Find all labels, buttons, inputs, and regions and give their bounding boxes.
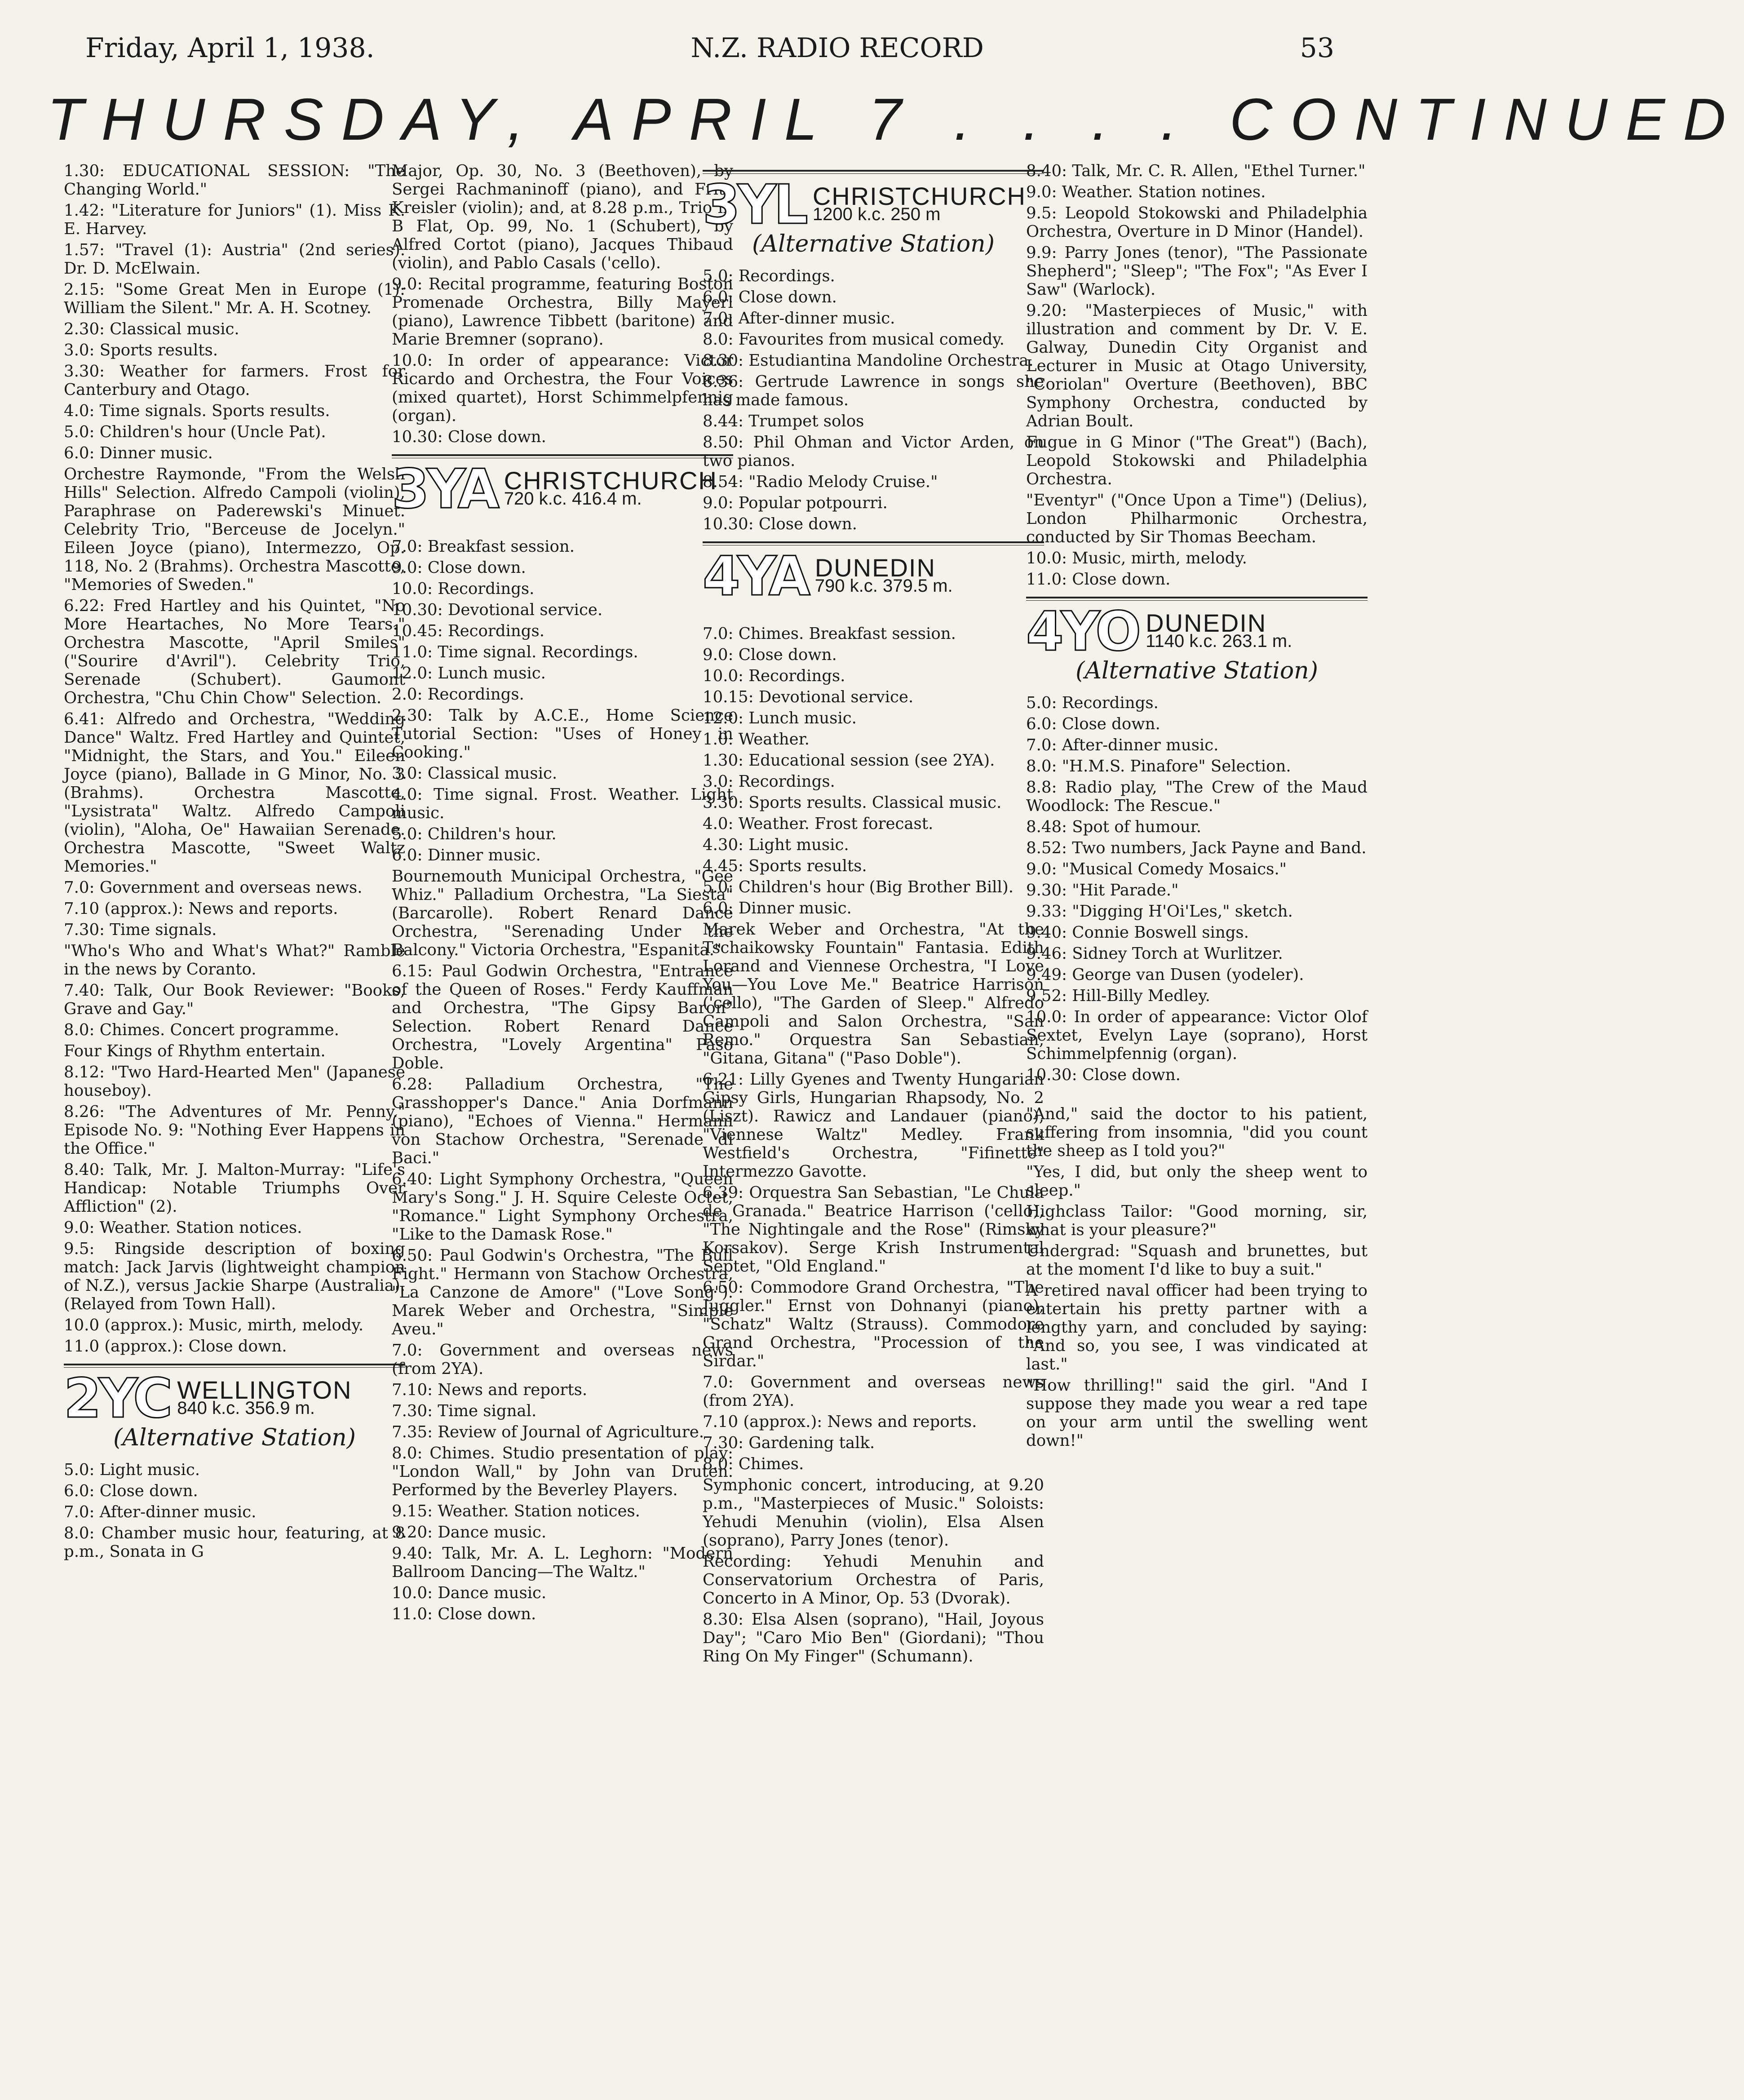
listing-item: "How thrilling!" said the girl. "And I suppose they made you wear a red tape on your arm until the swelling went down!" [1026, 1376, 1368, 1450]
listing-item: 10.0: In order of appearance: Victor Ricardo and Orchestra, the Four Voices (mixed quartet), Horst Schimmelpfennig (organ). [392, 351, 733, 425]
listing-item: 8.36: Gertrude Lawrence in songs she has made famous. [703, 372, 1044, 409]
listing-item: 12.0: Lunch music. [392, 664, 546, 682]
listing-item: 2.30: Talk by A.C.E., Home Science Tutorial Section: "Uses of Honey in Cooking." [392, 706, 733, 762]
listing-item: 7.30: Time signals. [64, 921, 217, 939]
listing-item: 4.0: Time signal. Frost. Weather. Light music. [392, 785, 733, 822]
station-header-3yl [703, 174, 1044, 236]
col1-listings [64, 162, 405, 1356]
listing-item: 9.0: Popular potpourri. [703, 494, 888, 512]
listing-item: 6.50: Paul Godwin's Orchestra, "The Bull Fight." Hermann von Stachow Orchestra, "La Canzone de Amore" ("Love Song"). Marek Weber and Orchestra, "Simple Aveu." [392, 1246, 733, 1338]
listing-item: 8.8: Radio play, "The Crew of the Maud Woodlock: The Rescue." [1026, 778, 1368, 815]
listing-item: 9.9: Parry Jones (tenor), "The Passionate Shepherd"; "Sleep"; "The Fox"; "As Ever I Saw" (Warlock). [1026, 244, 1368, 299]
listing-item: 5.0: Children's hour (Big Brother Bill). [703, 878, 1014, 896]
listing-item: 9.0: Weather. Station notices. [64, 1218, 302, 1237]
listing-item: 9.20: "Masterpieces of Music," with illustration and comment by Dr. V. E. Galway, Dunedin City Organist and Lecturer in Music at Otago University, "Coriolan" Overture (Beethoven), BBC Symphony Orchestra, conducted by Adrian Boult. [1026, 301, 1368, 430]
listing-item: 1.0: Weather. [703, 730, 810, 749]
listing-item: 6.41: Alfredo and Orchestra, "Wedding Dance" Waltz. Fred Hartley and Quintet, "Midnight, the Stars, and You." Eileen Joyce (piano), Ballade in G Minor, No. 3 (Brahms). Orchestra Mascotte, "Lysistrata" Waltz. Alfredo Campoli (violin), "Aloha, Oe" Hawaiian Serenade. Orchestra Mascotte, "Sweet Waltz Memories." [64, 710, 405, 876]
listing-item: 6.0: Close down. [703, 288, 837, 306]
listing-item: 7.0: Breakfast session. [392, 537, 575, 556]
listing-item: 9.33: "Digging H'Oi'Les," sketch. [1026, 902, 1293, 921]
listing-item: 6.0: Close down. [64, 1482, 198, 1500]
listing-item: 10.0: Recordings. [392, 580, 535, 598]
listing-item: 2.0: Recordings. [392, 685, 524, 704]
listing-item: A retired naval officer had been trying to entertain his pretty partner with a lengthy yarn, and concluded by saying: "And so, you see, I was vindicated at last." [1026, 1281, 1368, 1373]
listings-3yl [703, 267, 1044, 533]
divider [703, 541, 1044, 545]
listing-item: 10.45: Recordings. [392, 622, 545, 640]
listing-item: 8.0: Chimes. Studio presentation of play: "London Wall," by John van Druten. Performed by the Beverley Players. [392, 1444, 733, 1499]
listing-item: 9.40: Connie Boswell sings. [1026, 923, 1249, 942]
listing-item: 8.48: Spot of humour. [1026, 818, 1202, 836]
listing-item: 10.0: In order of appearance: Victor Olof Sextet, Evelyn Laye (soprano), Horst Schimmelpfennig (organ). [1026, 1008, 1368, 1063]
listing-item: 10.0: Recordings. [703, 667, 845, 685]
listing-item: 4.0: Time signals. Sports results. [64, 402, 330, 420]
listing-item: 8.40: Talk, Mr. C. R. Allen, "Ethel Turner." [1026, 162, 1366, 180]
listing-item: 8.52: Two numbers, Jack Payne and Band. [1026, 839, 1367, 857]
station-city: DUNEDIN [814, 554, 936, 582]
listing-item: 8.0: Favourites from musical comedy. [703, 330, 1005, 349]
station-header-2yc [64, 1368, 405, 1430]
listing-item: 7.0: After-dinner music. [64, 1503, 257, 1521]
station-frequency: 1200 k.c. 250 m [812, 204, 941, 224]
listing-item: 10.0 (approx.): Music, mirth, melody. [64, 1316, 364, 1334]
listing-item: 7.0: After-dinner music. [1026, 736, 1219, 754]
listing-item: 8.26: "The Adventures of Mr. Penny." Episode No. 9: "Nothing Ever Happens in the Office." [64, 1103, 405, 1158]
listing-item: 4.0: Weather. Frost forecast. [703, 815, 934, 833]
listings-4ya [703, 625, 1044, 1666]
divider [392, 454, 733, 458]
listing-item: Undergrad: "Squash and brunettes, but at the moment I'd like to buy a suit." [1026, 1242, 1368, 1279]
listing-item: 7.0: Government and overseas news (from 2YA). [392, 1341, 733, 1378]
listing-item: 8.0: Chamber music hour, featuring, at 8 p.m., Sonata in G [64, 1524, 405, 1561]
listing-item: 8.0: "H.M.S. Pinafore" Selection. [1026, 757, 1291, 775]
listing-item: 9.0: Close down. [703, 646, 837, 664]
listing-item: Four Kings of Rhythm entertain. [64, 1042, 326, 1060]
listing-item: 11.0 (approx.): Close down. [64, 1337, 287, 1356]
listing-item: 1.30: Educational session (see 2YA). [703, 751, 995, 770]
page-number: 53 [1300, 32, 1334, 64]
station-city: WELLINGTON [177, 1376, 352, 1404]
callsign-4yo: 4YO [1026, 601, 1139, 663]
issue-date: Friday, April 1, 1938. [85, 32, 375, 64]
listing-item: "Eventyr" ("Once Upon a Time") (Delius), London Philharmonic Orchestra, conducted by Sir Thomas Beecham. [1026, 491, 1368, 546]
callsign-3ya: 3YA [392, 458, 497, 521]
listing-item: Symphonic concert, introducing, at 9.20 p.m., "Masterpieces of Music." Soloists: Yehudi Menuhin (violin), Elsa Alsen (soprano), Parry Jones (tenor). [703, 1476, 1044, 1550]
listing-item: Fugue in G Minor ("The Great") (Bach), Leopold Stokowski and Philadelphia Orchestra. [1026, 433, 1368, 488]
alternative-station-label: (Alternative Station) [1076, 657, 1318, 684]
listing-item: 7.35: Review of Journal of Agriculture. [392, 1423, 704, 1441]
callsign-2yc: 2YC [64, 1368, 170, 1430]
listing-item: 6.0: Dinner music. [392, 846, 541, 864]
listing-item: 5.0: Recordings. [1026, 694, 1159, 712]
callsign-4ya: 4YA [703, 545, 808, 608]
listing-item: 10.30: Devotional service. [392, 601, 603, 619]
listing-item: 9.30: "Hit Parade." [1026, 881, 1179, 899]
listing-item: 6.50: Commodore Grand Orchestra, "The Juggler." Ernst von Dohnanyi (piano), "Schatz" Waltz (Strauss). Commodore Grand Orchestra, "Procession of the Sirdar." [703, 1278, 1044, 1370]
listing-item: 9.20: Dance music. [392, 1523, 547, 1542]
listing-item: 9.15: Weather. Station notices. [392, 1502, 640, 1520]
listing-item: 10.30: Close down. [703, 515, 857, 533]
listing-item: 8.50: Phil Ohman and Victor Arden, on two pianos. [703, 433, 1044, 470]
listing-item: 7.0: Chimes. Breakfast session. [703, 625, 956, 643]
listing-item: Major, Op. 30, No. 3 (Beethoven), by Sergei Rachmaninoff (piano), and Fritz Kreisler (violin); and, at 8.28 p.m., Trio in B Flat, Op. 99, No. 1 (Schubert), by Alfred Cortot (piano), Jacques Thibaud (violin), and Pablo Casals ('cello). [392, 162, 733, 272]
listing-item: 6.15: Paul Godwin Orchestra, "Entrance of the Queen of Roses." Ferdy Kauffman and Orchestra, "The Gipsy Baron" Selection. Robert Renard Dance Orchestra, "Lovely Argentina" Paso Doble. [392, 962, 733, 1072]
listing-item: 10.30: Close down. [392, 428, 546, 446]
alternative-station-label: (Alternative Station) [113, 1424, 356, 1451]
listing-item: 10.30: Close down. [1026, 1066, 1181, 1084]
listing-item: 2.30: Classical music. [64, 320, 239, 338]
column-2 [392, 162, 733, 2085]
station-frequency: 840 k.c. 356.9 m. [177, 1398, 315, 1418]
listing-item: 6.0: Close down. [1026, 715, 1160, 733]
listing-item: 10.0: Dance music. [392, 1584, 547, 1602]
publication-title: N.Z. RADIO RECORD [691, 32, 984, 64]
listing-item: 8.30: Elsa Alsen (soprano), "Hail, Joyous Day"; "Caro Mio Ben" (Giordani); "Thou Ring On My Finger" (Schumann). [703, 1610, 1044, 1666]
listing-item: 11.0: Close down. [1026, 570, 1171, 589]
listing-item: 9.0: Close down. [392, 558, 526, 577]
listing-item: 5.0: Recordings. [703, 267, 835, 285]
listing-item: 1.30: EDUCATIONAL SESSION: "The Changing World." [64, 162, 405, 199]
listing-item: 6.22: Fred Hartley and his Quintet, "No More Heartaches, No More Tears." Orchestra Mascotte, "April Smiles" ("Sourire d'Avril"). Celebrity Trio, Serenade (Schubert). Gaumont Orchestra, "Chu Chin Chow" Selection. [64, 597, 405, 707]
listing-item: 7.10 (approx.): News and reports. [703, 1413, 977, 1431]
listing-item: Recording: Yehudi Menuhin and Conservatorium Orchestra of Paris, Concerto in A Minor, Op. 53 (Dvorak). [703, 1552, 1044, 1608]
station-header-3ya [392, 458, 733, 521]
listing-item: 8.0: Chimes. Concert programme. [64, 1021, 339, 1039]
listing-item: 6.0: Dinner music. [64, 444, 213, 462]
listing-item: 3.0: Sports results. [64, 341, 218, 359]
column-1 [64, 162, 405, 2085]
listing-item: 9.46: Sidney Torch at Wurlitzer. [1026, 944, 1283, 963]
listing-item: 9.52: Hill-Billy Medley. [1026, 987, 1210, 1005]
listing-item: 7.10: News and reports. [392, 1381, 588, 1399]
listing-item: 4.30: Light music. [703, 836, 849, 854]
listing-item: "Who's Who and What's What?" Ramble in the news by Coranto. [64, 942, 405, 979]
callsign-3yl: 3YL [703, 174, 806, 236]
listing-item: 9.40: Talk, Mr. A. L. Leghorn: "Modern Ballroom Dancing—The Waltz." [392, 1544, 733, 1581]
listing-item: 7.40: Talk, Our Book Reviewer: "Books, Grave and Gay." [64, 981, 405, 1018]
listing-item: 5.0: Light music. [64, 1461, 200, 1479]
column-4 [1026, 162, 1368, 2085]
listing-item: 8.44: Trumpet solos [703, 412, 864, 430]
listing-item: 1.57: "Travel (1): Austria" (2nd series). Dr. D. McElwain. [64, 241, 405, 278]
listing-item: 3.0: Classical music. [392, 764, 558, 783]
column-3 [703, 162, 1044, 2085]
listing-item: 7.30: Time signal. [392, 1402, 537, 1420]
listing-item: 6.40: Light Symphony Orchestra, "Queen Mary's Song." J. H. Squire Celeste Octet, "Romance." Light Symphony Orchestra, "Like to the Damask Rose." [392, 1170, 733, 1244]
page-header [85, 32, 1334, 64]
listing-item: 7.0: Government and overseas news (from 2YA). [703, 1373, 1044, 1410]
listing-item: Bournemouth Municipal Orchestra, "Gee Whiz." Palladium Orchestra, "La Siesta" (Barcarolle). Robert Renard Dance Orchestra, "Serenading Under the Balcony." Victoria Orchestra, "Espanita." [392, 867, 733, 959]
station-frequency: 790 k.c. 379.5 m. [814, 576, 953, 596]
listing-item: 10.0: Music, mirth, melody. [1026, 549, 1247, 567]
station-city: CHRISTCHURCH [504, 466, 717, 495]
listing-item: 8.30: Estudiantina Mandoline Orchestra. [703, 351, 1034, 370]
listing-item: 6.28: Palladium Orchestra, "The Grasshopper's Dance." Ania Dorfmann (piano), "Echoes of Vienna." Hermann von Stachow Orchestra, "Serenade di Baci." [392, 1075, 733, 1167]
listing-item: 3.30: Weather for farmers. Frost for Canterbury and Otago. [64, 362, 405, 399]
station-city: DUNEDIN [1146, 609, 1267, 637]
station-header-4yo [1026, 601, 1368, 663]
jokes [1026, 1105, 1368, 1450]
listing-item: 6.39: Orquestra San Sebastian, "Le Chula de Granada." Beatrice Harrison ('cello), "The Nightingale and the Rose" (Rimsky Korsakov). Serge Krish Instrumental Septet, "Old England." [703, 1183, 1044, 1276]
listing-item: 6.0: Dinner music. [703, 899, 852, 917]
listing-item: 7.10 (approx.): News and reports. [64, 899, 338, 918]
listing-item: 9.5: Ringside description of boxing match: Jack Jarvis (lightweight champion of N.Z.), versus Jackie Sharpe (Australia). (Relayed from Town Hall). [64, 1240, 405, 1313]
station-header-4ya [703, 545, 1044, 608]
listing-item: 2.15: "Some Great Men in Europe (1): William the Silent." Mr. A. H. Scotney. [64, 280, 405, 317]
col4-listings [1026, 162, 1368, 589]
listing-item: 11.0: Close down. [392, 1605, 536, 1623]
col2-listings [392, 162, 733, 446]
listing-item: 9.0: "Musical Comedy Mosaics." [1026, 860, 1287, 878]
station-frequency: 720 k.c. 416.4 m. [504, 489, 642, 509]
listing-item: 8.40: Talk, Mr. J. Malton-Murray: "Life's Handicap: Notable Triumphs Over Affliction" (2). [64, 1161, 405, 1216]
station-frequency: 1140 k.c. 263.1 m. [1146, 631, 1293, 651]
listing-item: 7.0: Government and overseas news. [64, 878, 363, 897]
station-city: CHRISTCHURCH [812, 182, 1026, 210]
listing-item: 7.0: After-dinner music. [703, 309, 895, 328]
listing-item: 7.30: Gardening talk. [703, 1434, 875, 1452]
listing-item: "Yes, I did, but only the sheep went to sleep." [1026, 1163, 1368, 1200]
divider [703, 170, 1044, 174]
alternative-station-label: (Alternative Station) [752, 230, 995, 257]
listing-item: 9.49: George van Dusen (yodeler). [1026, 966, 1304, 984]
listing-item: 9.0: Recital programme, featuring Boston Promenade Orchestra, Billy Mayerl (piano), Lawrence Tibbett (baritone) and Marie Bremner (soprano). [392, 275, 733, 349]
listing-item: 3.30: Sports results. Classical music. [703, 793, 1002, 812]
listings-4yo [1026, 694, 1368, 1084]
listings-2yc [64, 1461, 405, 1561]
listing-item: 12.0: Lunch music. [703, 709, 857, 727]
listing-item: Highclass Tailor: "Good morning, sir, what is your pleasure?" [1026, 1202, 1368, 1239]
listing-item: 6.21: Lilly Gyenes and Twenty Hungarian Gipsy Girls, Hungarian Rhapsody, No. 2 (Liszt). Rawicz and Landauer (piano), "Viennese Waltz" Medley. Frank Westfield's Orchestra, "Fifinette" Intermezzo Gavotte. [703, 1070, 1044, 1181]
listing-item: 3.0: Recordings. [703, 772, 835, 791]
listing-item: 9.5: Leopold Stokowski and Philadelphia Orchestra, Overture in D Minor (Handel). [1026, 204, 1368, 241]
listings-3ya [392, 537, 733, 1623]
listing-item: 5.0: Children's hour (Uncle Pat). [64, 423, 326, 441]
listing-item: 1.42: "Literature for Juniors" (1). Miss K. E. Harvey. [64, 201, 405, 238]
listing-item: "And," said the doctor to his patient, suffering from insomnia, "did you count the sheep as I told you?" [1026, 1105, 1368, 1160]
listing-item: 8.0: Chimes. [703, 1455, 804, 1473]
divider [1026, 597, 1368, 601]
listing-item: Orchestre Raymonde, "From the Welsh Hills" Selection. Alfredo Campoli (violin), Paraphrase on Paderewski's Minuet. Celebrity Trio, "Berceuse de Jocelyn." Eileen Joyce (piano), Intermezzo, Op. 118, No. 2 (Brahms). Orchestra Mascotte, "Memories of Sweden." [64, 465, 405, 594]
listing-item: Marek Weber and Orchestra, "At the Tschaikowsky Fountain" Fantasia. Edith Lorand and Viennese Orchestra, "I Love You—You Love Me." Beatrice Harrison ('cello), "The Garden of Sleep." Alfredo Campoli and Salon Orchestra, "San Remo." Orquestra San Sebastian, "Gitana, Gitana" ("Paso Doble"). [703, 920, 1044, 1068]
listing-item: 5.0: Children's hour. [392, 825, 557, 843]
listing-item: 10.15: Devotional service. [703, 688, 914, 706]
listing-item: 9.0: Weather. Station notines. [1026, 183, 1266, 201]
divider [64, 1364, 405, 1368]
listing-item: 8.54: "Radio Melody Cruise." [703, 473, 938, 491]
day-banner: THURSDAY, APRIL 7 . . . . CONTINUED [47, 86, 1744, 152]
listing-item: 8.12: "Two Hard-Hearted Men" (Japanese houseboy). [64, 1063, 405, 1100]
listing-item: 11.0: Time signal. Recordings. [392, 643, 638, 661]
listing-item: 4.45: Sports results. [703, 857, 867, 875]
